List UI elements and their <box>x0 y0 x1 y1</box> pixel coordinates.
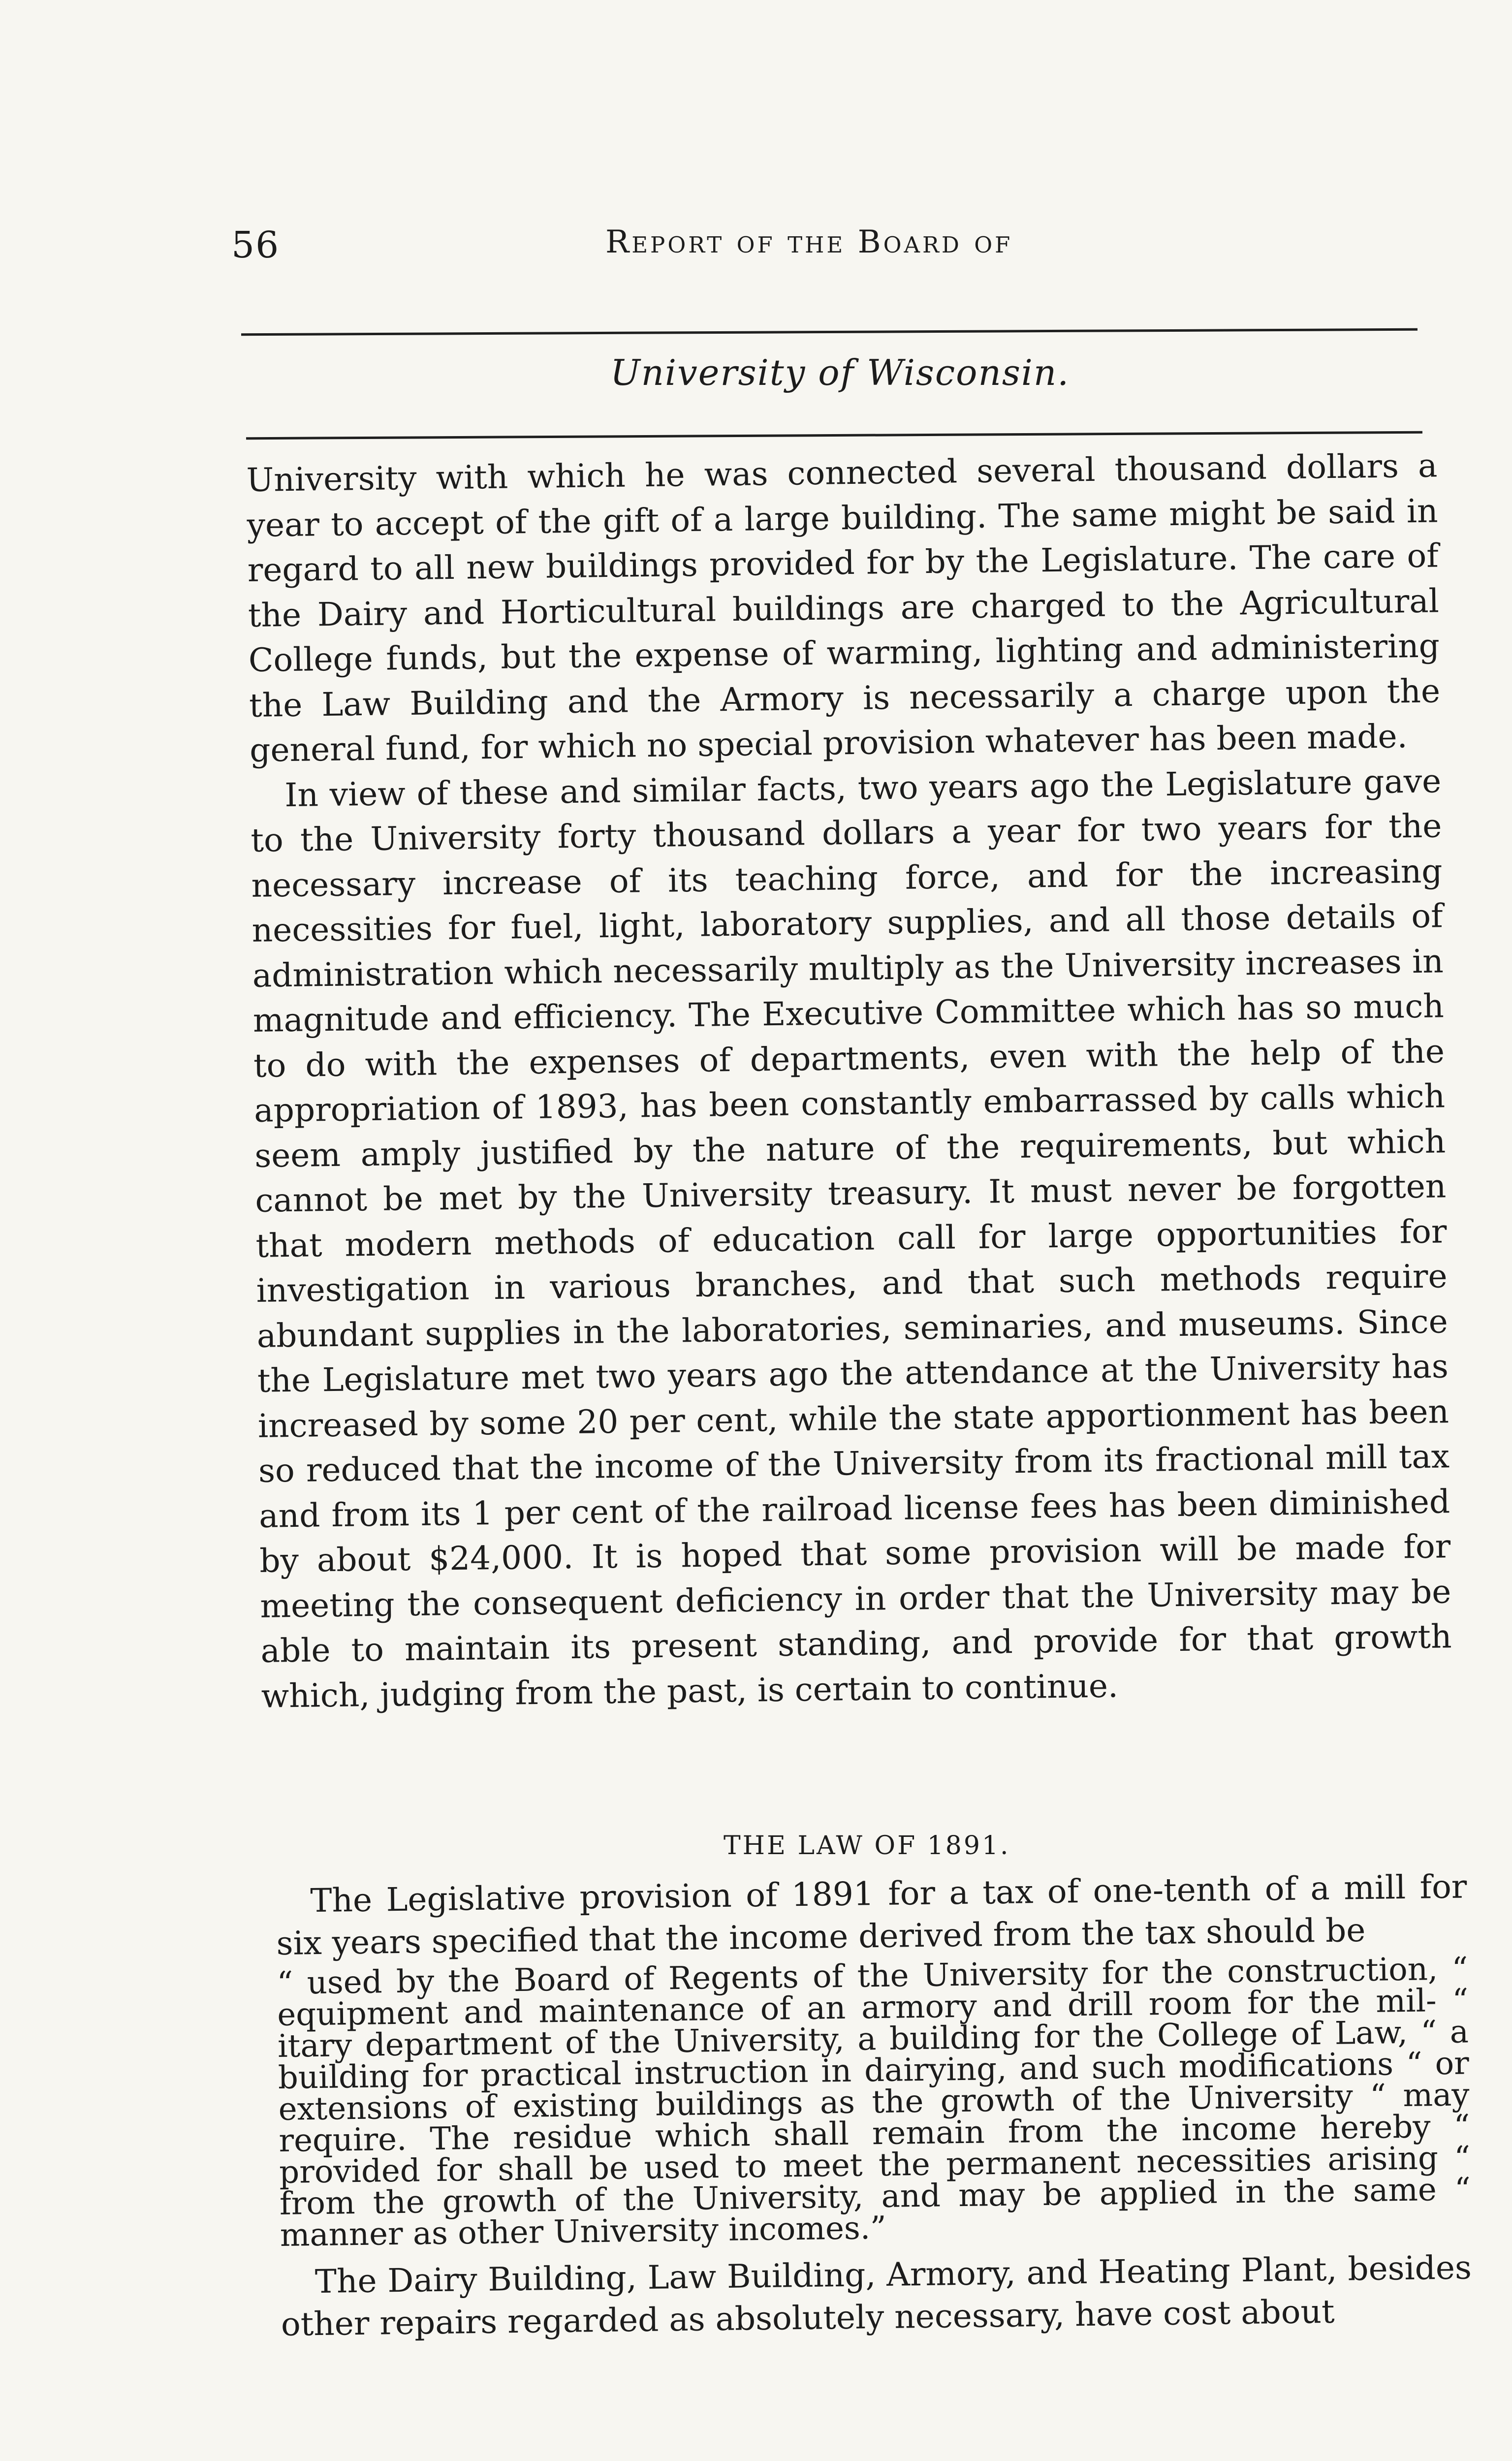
section-heading: THE LAW OF 1891. <box>724 1831 1010 1861</box>
header-rule-top <box>241 328 1418 336</box>
law-quote: “ used by the Board of Regents of the University for the construction, “ equipment and maintenance of an armory and drill room for the mil- “ itary department of the University, a building for the College of Law, “ a building for practical instruction in dairying, and such modifications “ or extensions of existing buildings as the growth of the University “ may require. The residue which shall remain from the income hereby “ provided for shall be used to meet the permanent necessities arising “ from the growth of the University, and may be applied in the same “ manner as other University incomes.” <box>277 1951 1471 2254</box>
body-text <box>246 443 1452 1718</box>
header-rule-bottom <box>246 431 1422 440</box>
page-number: 56 <box>231 224 280 266</box>
law-after-paragraph: The Dairy Building, Law Building, Armory, and Heating Plant, besides other repairs regarded as absolutely necessary, have cost about <box>281 2248 1472 2343</box>
running-head: Report of the Board of <box>605 224 1013 260</box>
section-subhead: University of Wisconsin. <box>610 352 1070 393</box>
law-intro: The Legislative provision of 1891 for a tax of one-tenth of a mill for six years specified that the income derived from the tax should be <box>276 1867 1467 1962</box>
paragraph-1: University with which he was connected several thousand dollars a year to accept of the gift of a large building. The same might be said in regard to all new buildings provided for by the Legislature. The care of the Dairy and Horticultural buildings are charged to the Agricultural College funds, but the expense of warming, lighting and administering the Law Building and the Armory is necessarily a charge upon the general fund, for which no special provision whatever has been made. <box>246 446 1441 769</box>
paragraph-2: In view of these and similar facts, two years ago the Legislature gave to the University forty thousand dollars a year for two years for the necessary increase of its teaching force, and for the increasing necessities for fuel, light, laboratory supplies, and all those details of administration which necessarily multiply as the University increases in magnitude and efficiency. The Executive Committee which has so much to do with the expenses of departments, even with the help of the appropriation of 1893, has been constantly embarrassed by calls which seem amply justified by the nature of the requirements, but which cannot be met by the University treasury. It must never be forgotten that modern methods of education call for large opportunities for investigation in various branches, and that such methods require abundant supplies in the laboratories, seminaries, and museums. Since the Legislature met two years ago the attendance at the University has increased by some 20 per cent, while the state apportionment has been so reduced that the income of the University from its fractional mill tax and from its 1 per cent of the railroad license fees has been diminished by about $24,000. It is hoped that some provision will be made for meeting the consequent deficiency in order that the University may be able to maintain its present standing, and provide for that growth which, judging from the past, is certain to continue. <box>251 761 1452 1715</box>
law-section <box>276 1865 1472 2345</box>
